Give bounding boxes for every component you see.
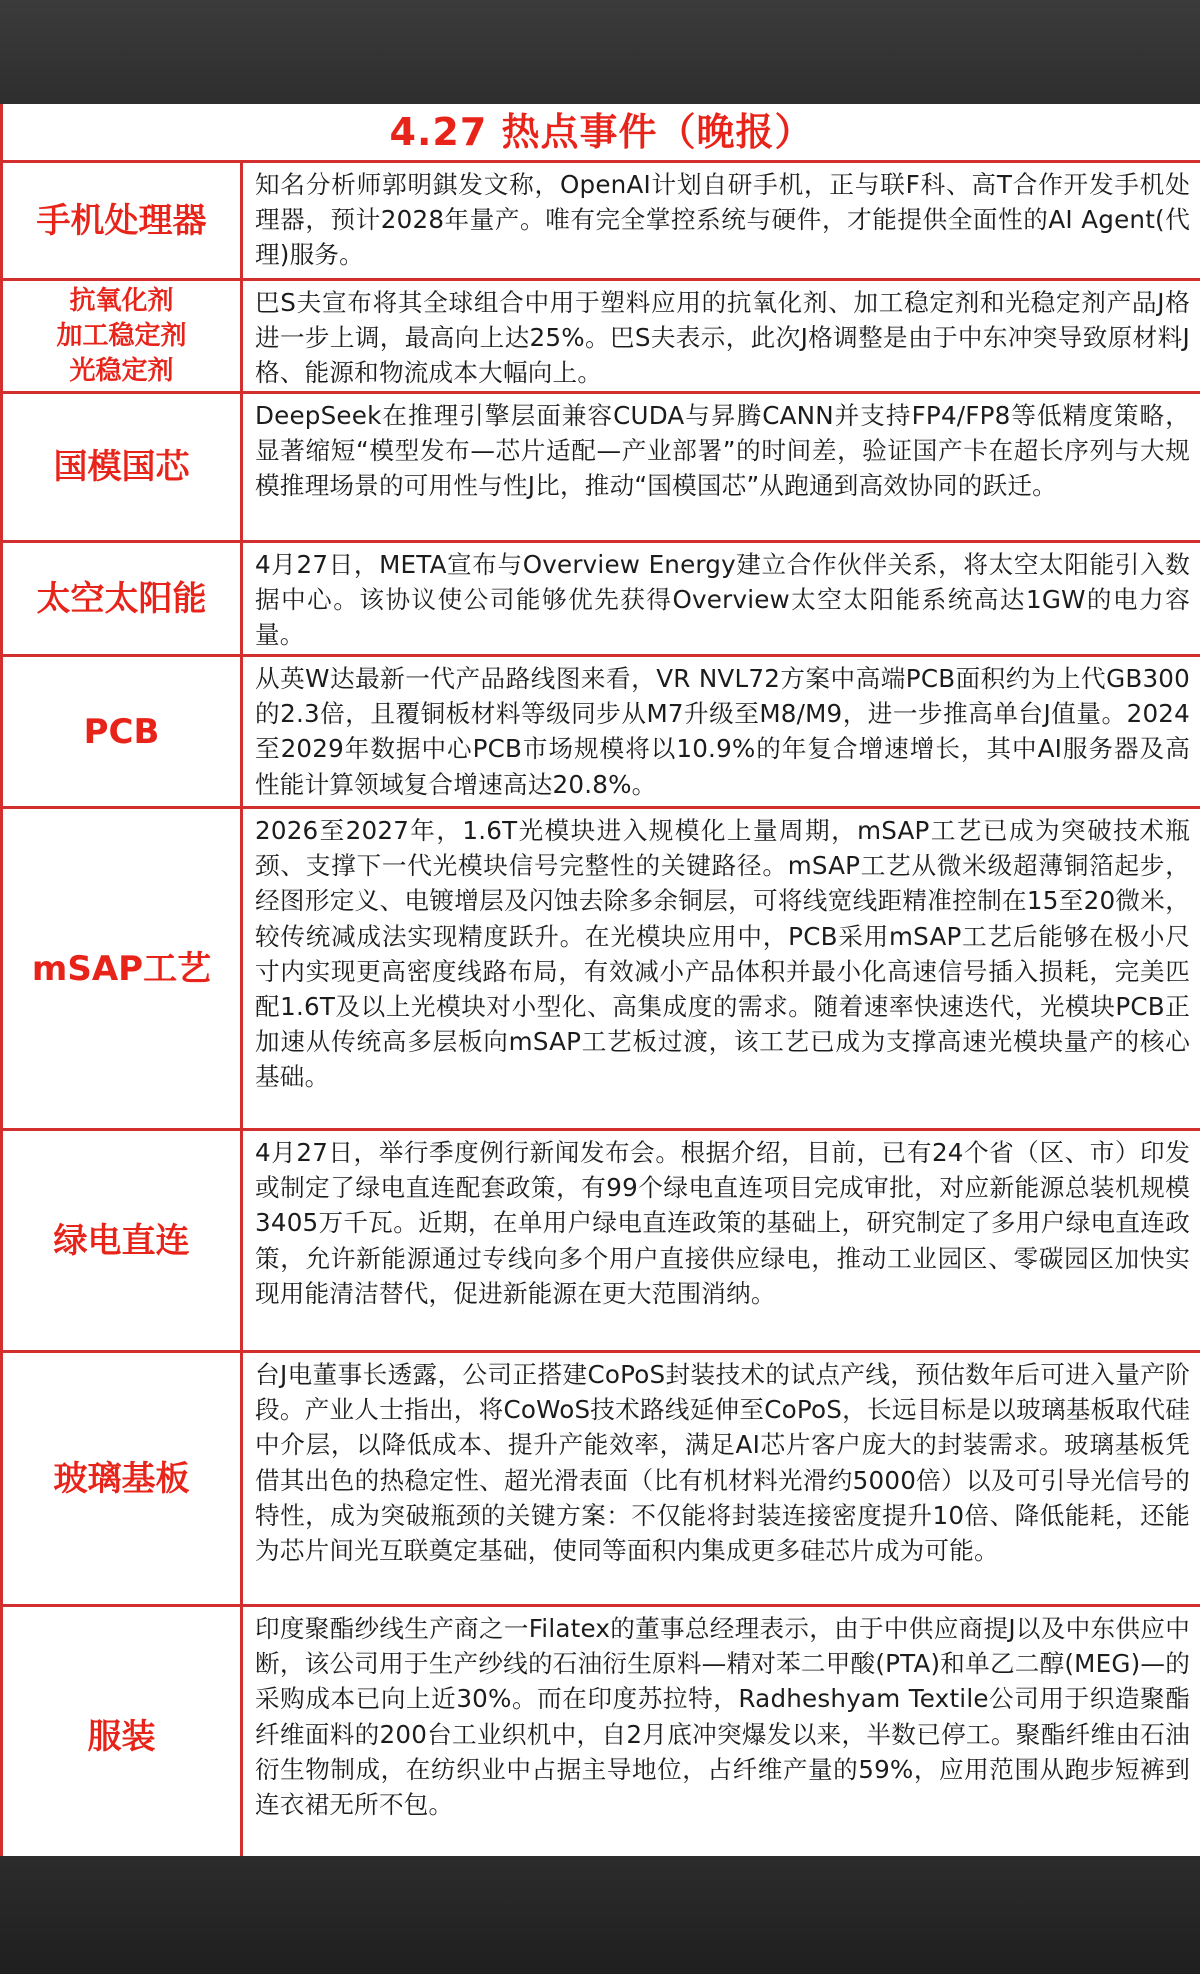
row-label-green-power: 绿电直连 (3, 1131, 243, 1350)
row-content: 知名分析师郭明錤发文称，OpenAI计划自研手机，正与联F科、高T合作开发手机处理器，预计2028年量产。唯有完全掌控系统与硬件，才能提供全面性的AI Agent(代理)服务。 (255, 170, 1190, 270)
row-label-space-solar: 太空太阳能 (3, 543, 243, 654)
table-row (3, 809, 1200, 1131)
row-label-antioxidant (3, 281, 243, 391)
page-title: 4.27 热点事件（晚报） (3, 104, 1200, 163)
table-row (3, 657, 1200, 809)
row-label-msap: mSAP工艺 (3, 809, 243, 1128)
row-label-glass-substrate: 玻璃基板 (3, 1353, 243, 1604)
row-label-pcb: PCB (3, 657, 243, 806)
row-label-domestic-model-chip: 国模国芯 (3, 394, 243, 540)
table-row (3, 281, 1200, 394)
hot-events-table (0, 104, 1200, 1856)
row-label-apparel: 服装 (3, 1607, 243, 1856)
table-row (3, 543, 1200, 657)
row-content: 4月27日，举行季度例行新闻发布会。根据介绍，目前，已有24个省（区、市）印发或制定了绿电直连配套政策，有99个绿电直连项目完成审批，对应新能源总装机规模3405万千瓦。近期，在单用户绿电直连政策的基础上，研究制定了多用户绿电直连政策，允许新能源通过专线向多个用户直接供应绿电，推动工业园区、零碳园区加快实现用能清洁替代，促进新能源在更大范围消纳。 (255, 1138, 1190, 1308)
row-content: 巴S夫宣布将其全球组合中用于塑料应用的抗氧化剂、加工稳定剂和光稳定剂产品J格进一步上调，最高向上达25%。巴S夫表示，此次J格调整是由于中东冲突导致原材料J格、能源和物流成本大幅向上。 (255, 288, 1190, 388)
row-label-phone-processor: 手机处理器 (3, 163, 243, 278)
top-dark-band (0, 0, 1200, 104)
bottom-dark-band (0, 1856, 1200, 1974)
table-row (3, 1607, 1200, 1856)
row-content: 4月27日，META宣布与Overview Energy建立合作伙伴关系，将太空太阳能引入数据中心。该协议使公司能够优先获得Overview太空太阳能系统高达1GW的电力容量。 (255, 550, 1190, 650)
row-content: 台J电董事长透露，公司正搭建CoPoS封装技术的试点产线，预估数年后可进入量产阶段。产业人士指出，将CoWoS技术路线延伸至CoPoS，长远目标是以玻璃基板取代硅中介层，以降低成本、提升产能效率，满足AI芯片客户庞大的封装需求。玻璃基板凭借其出色的热稳定性、超光滑表面（比有机材料光滑约5000倍）以及可引导光信号的特性，成为突破瓶颈的关键方案：不仅能将封装连接密度提升10倍、降低能耗，还能为芯片间光互联奠定基础，使同等面积内集成更多硅芯片成为可能。 (255, 1360, 1190, 1566)
row-content: 2026至2027年，1.6T光模块进入规模化上量周期，mSAP工艺已成为突破技术瓶颈、支撑下一代光模块信号完整性的关键路径。mSAP工艺从微米级超薄铜箔起步，经图形定义、电镀增层及闪蚀去除多余铜层，可将线宽线距精准控制在15至20微米，较传统减成法实现精度跃升。在光模块应用中，PCB采用mSAP工艺后能够在极小尺寸内实现更高密度线路布局，有效减小产品体积并最小化高速信号插入损耗，完美匹配1.6T及以上光模块对小型化、高集成度的需求。随着速率快速迭代，光模块PCB正加速从传统高多层板向mSAP工艺板过渡，该工艺已成为支撑高速光模块量产的核心基础。 (255, 816, 1190, 1092)
row-content: 从英W达最新一代产品路线图来看，VR NVL72方案中高端PCB面积约为上代GB300的2.3倍，且覆铜板材料等级同步从M7升级至M8/M9，进一步推高单台J值量。2024至2029年数据中心PCB市场规模将以10.9%的年复合增速增长，其中AI服务器及高性能计算领域复合增速高达20.8%。 (255, 664, 1190, 799)
table-row (3, 1131, 1200, 1353)
row-label-line: 抗氧化剂 (69, 285, 174, 316)
table-row (3, 163, 1200, 281)
row-label-line: 加工稳定剂 (56, 320, 187, 351)
table-row (3, 1353, 1200, 1607)
row-label-line: 光稳定剂 (69, 355, 174, 386)
row-content: DeepSeek在推理引擎层面兼容CUDA与昇腾CANN并支持FP4/FP8等低精度策略，显著缩短“模型发布—芯片适配—产业部署”的时间差，验证国产卡在超长序列与大规模推理场景的可用性与性J比，推动“国模国芯”从跑通到高效协同的跃迁。 (255, 401, 1190, 501)
table-row (3, 394, 1200, 543)
row-content: 印度聚酯纱线生产商之一Filatex的董事总经理表示，由于中供应商提J以及中东供应中断，该公司用于生产纱线的石油衍生原料—精对苯二甲酸(PTA)和单乙二醇(MEG)—的采购成本已向上近30%。而在印度苏拉特，Radheshyam Textile公司用于织造聚酯纤维面料的200台工业织机中，自2月底冲突爆发以来，半数已停工。聚酯纤维由石油衍生物制成，在纺织业中占据主导地位，占纤维产量的59%，应用范围从跑步短裤到连衣裙无所不包。 (255, 1614, 1190, 1820)
